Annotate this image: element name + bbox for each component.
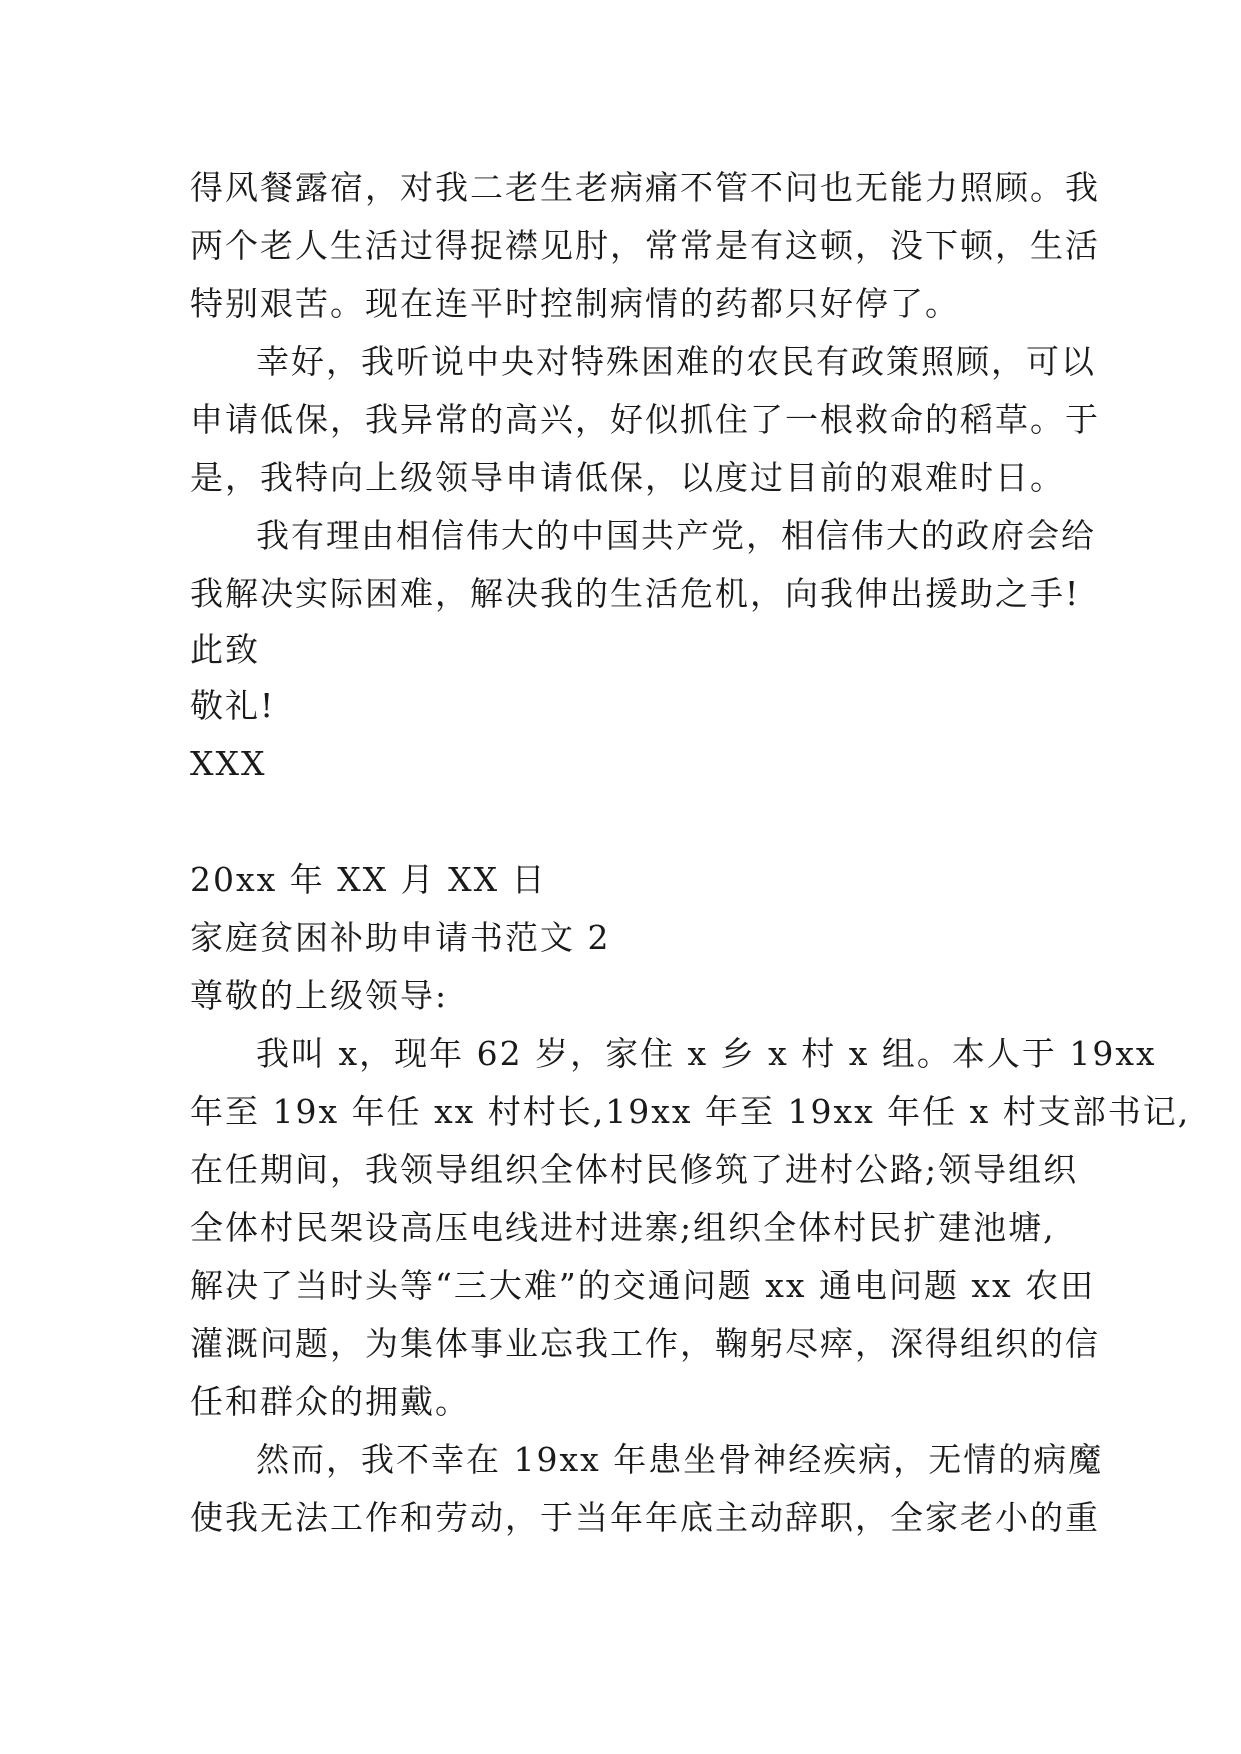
text-line: 任和群众的拥戴。 (190, 1382, 470, 1421)
text-line: 是，我特向上级领导申请低保，以度过目前的艰难时日。 (190, 458, 1065, 497)
date-line: 20xx 年 XX 月 XX 日 (190, 860, 547, 899)
text-line: 在任期间，我领导组织全体村民修筑了进村公路;领导组织 (190, 1150, 1079, 1189)
text-line: 申请低保，我异常的高兴，好似抓住了一根救命的稻草。于 (190, 400, 1100, 439)
signature: XXX (190, 744, 267, 783)
text-line: 幸好，我听说中央对特殊困难的农民有政策照顾，可以 (256, 342, 1096, 381)
text-line: 解决了当时头等“三大难”的交通问题 xx 通电问题 xx 农田 (190, 1266, 1096, 1305)
closing-regards: 敬礼! (190, 686, 276, 725)
text-line: 我解决实际困难，解决我的生活危机，向我伸出援助之手! (190, 574, 1081, 613)
greeting: 尊敬的上级领导: (190, 976, 449, 1015)
text-line: 两个老人生活过得捉襟见肘，常常是有这顿，没下顿，生活 (190, 226, 1100, 265)
closing-salutation: 此致 (190, 630, 260, 669)
text-line: 然而，我不幸在 19xx 年患坐骨神经疾病，无情的病魔 (256, 1440, 1104, 1479)
text-line: 使我无法工作和劳动，于当年年底主动辞职，全家老小的重 (190, 1498, 1100, 1537)
text-line: 我有理由相信伟大的中国共产党，相信伟大的政府会给 (256, 516, 1096, 555)
text-line: 灌溉问题，为集体事业忘我工作，鞠躬尽瘁，深得组织的信 (190, 1324, 1100, 1363)
text-line: 特别艰苦。现在连平时控制病情的药都只好停了。 (190, 284, 960, 323)
text-line: 得风餐露宿，对我二老生老病痛不管不问也无能力照顾。我 (190, 168, 1100, 207)
text-line: 我叫 x，现年 62 岁，家住 x 乡 x 村 x 组。本人于 19xx (256, 1034, 1157, 1073)
text-line: 全体村民架设高压电线进村进寨;组织全体村民扩建池塘, (190, 1208, 1056, 1247)
section-title: 家庭贫困补助申请书范文 2 (190, 918, 611, 957)
text-line: 年至 19x 年任 xx 村村长,19xx 年至 19xx 年任 x 村支部书记, (190, 1092, 1191, 1131)
